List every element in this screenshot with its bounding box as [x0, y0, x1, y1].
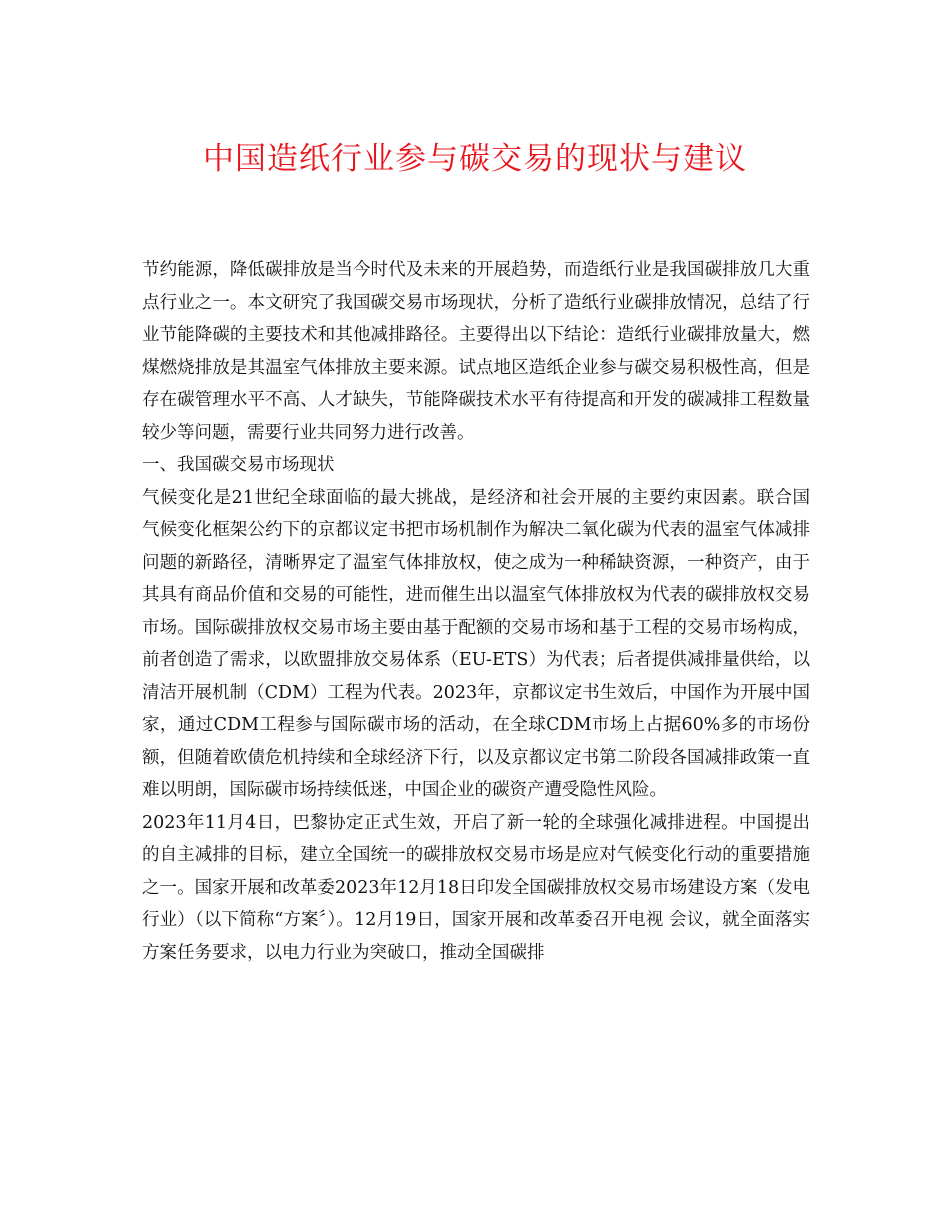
paragraph-paris-agreement: 2023年11月4日，巴黎协定正式生效，开启了新一轮的全球强化减排进程。中国提出的自主减排的目标，建立全国统一的碳排放权交易市场是应对气候变化行动的重要措施之一。国家开展和改革委2023年12月18日印发全国碳排放权交易市场建设方案（发电行业）（以下简称“方案〞）。12月19日，国家开展和改革委召开电视 会议，就全面落实方案任务要求，以电力行业为突破口，推动全国碳排 [142, 812, 810, 963]
document-body [142, 254, 810, 969]
section-heading-1: 一、我国碳交易市场现状 [142, 455, 335, 475]
document-title: 中国造纸行业参与碳交易的现状与建议 [203, 141, 747, 177]
paragraph-climate-change: 气候变化是21世纪全球面临的最大挑战，是经济和社会开展的主要约束因素。联合国气候变化框架公约下的京都议定书把市场机制作为解决二氧化碳为代表的温室气体减排问题的新路径，清晰界定了温室气体排放权，使之成为一种稀缺资源，一种资产，由于其具有商品价值和交易的可能性，进而催生出以温室气体排放权为代表的碳排放权交易市场。国际碳排放权交易市场主要由基于配额的交易市场和基于工程的交易市场构成，前者创造了需求，以欧盟排放交易体系（EU-ETS）为代表；后者提供减排量供给，以清洁开展机制（CDM）工程为代表。2023年，京都议定书生效后，中国作为开展中国家，通过CDM工程参与国际碳市场的活动，在全球CDM市场上占据60%多的市场份额，但随着欧债危机持续和全球经济下行，以及京都议定书第二阶段各国减排政策一直难以明朗，国际碳市场持续低迷，中国企业的碳资产遭受隐性风险。 [142, 487, 810, 800]
paragraph-abstract: 节约能源，降低碳排放是当今时代及未来的开展趋势，而造纸行业是我国碳排放几大重点行业之一。本文研究了我国碳交易市场现状，分析了造纸行业碳排放情况，总结了行业节能降碳的主要技术和其他减排路径。主要得出以下结论：造纸行业碳排放量大，燃煤燃烧排放是其温室气体排放主要来源。试点地区造纸企业参与碳交易积极性高，但是存在碳管理水平不高、人才缺失，节能降碳技术水平有待提高和开发的碳减排工程数量较少等问题，需要行业共同努力进行改善。 [142, 260, 810, 443]
